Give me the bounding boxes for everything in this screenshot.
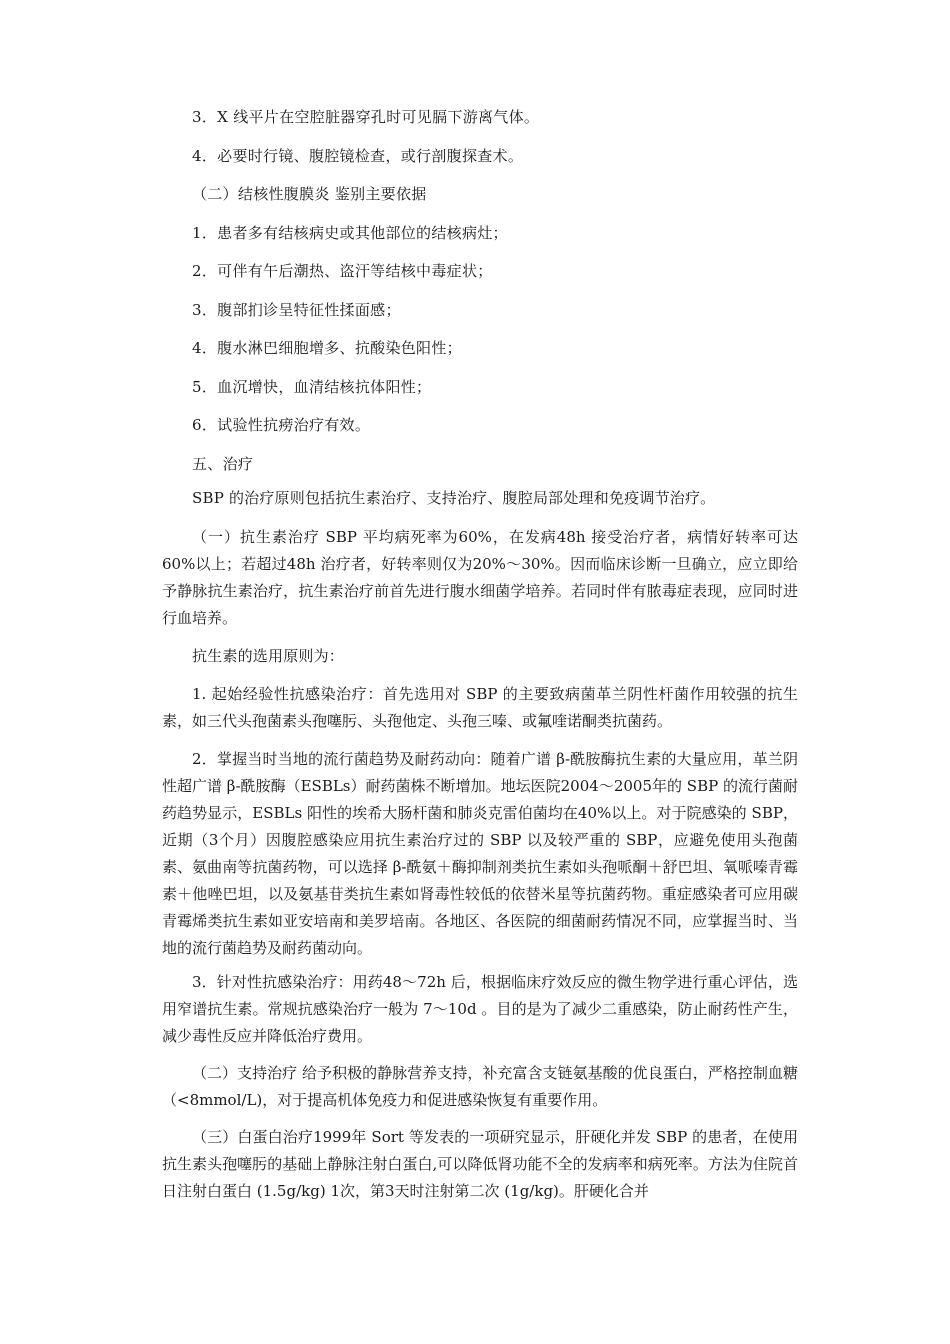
- list-item: 1．患者多有结核病史或其他部位的结核病灶；: [192, 224, 508, 242]
- paragraph: 3．针对性抗感染治疗：用药48～72h 后，根据临床疗效反应的微生物学进行重心评估，选用窄谱抗生素。常规抗感染治疗一般为 7～10d 。目的是为了减少二重感染，防止耐药性产生，减少毒性反应并降低治疗费用。: [162, 973, 798, 1045]
- list-item: 4．腹水淋巴细胞增多、抗酸染色阳性；: [192, 339, 462, 357]
- paragraph: 抗生素的选用原则为：: [192, 647, 345, 665]
- paragraph: （一）抗生素治疗 SBP 平均病死率为60%，在发病48h 接受治疗者，病情好转率可达60%以上；若超过48h 治疗者，好转率则仅为20%～30%。因而临床诊断一旦确立，应立即给予静脉抗生素治疗，抗生素治疗前首先进行腹水细菌学培养。若同时伴有脓毒症表现，应同时进行血培养。: [162, 528, 798, 627]
- text-line: 4．必要时行镜、腹腔镜检查，或行剖腹探查术。: [192, 147, 524, 165]
- list-item: 6．试验性抗痨治疗有效。: [192, 416, 371, 434]
- text-line: 3．X 线平片在空腔脏器穿孔时可见膈下游离气体。: [192, 108, 540, 126]
- list-item: 2．可伴有午后潮热、盗汗等结核中毒症状；: [192, 262, 493, 280]
- paragraph: （三）白蛋白治疗1999年 Sort 等发表的一项研究显示，肝硬化并发 SBP 的患者，在使用抗生素头孢噻肟的基础上静脉注射白蛋白,可以降低肾功能不全的发病率和病死率。方法为住院首日注射白蛋白 (1.5g/kg) 1次，第3天时注射第二次 (1g/kg)。肝硬化合并: [162, 1128, 798, 1200]
- list-item: 5．血沉增快，血清结核抗体阳性；: [192, 378, 432, 396]
- paragraph: （二）支持治疗 给予积极的静脉营养支持，补充富含支链氨基酸的优良蛋白，严格控制血糖（<8mmol/L)，对于提高机体免疫力和促进感染恢复有重要作用。: [162, 1064, 798, 1109]
- paragraph: SBP 的治疗原则包括抗生素治疗、支持治疗、腹腔局部处理和免疫调节治疗。: [192, 489, 716, 507]
- paragraph: 1. 起始经验性抗感染治疗：首先选用对 SBP 的主要致病菌革兰阴性杆菌作用较强的抗生素，如三代头孢菌素头孢噻肟、头孢他定、头孢三嗪、或氟喹诺酮类抗菌药。: [162, 685, 798, 730]
- section-heading: （二）结核性腹膜炎 鉴别主要依据: [192, 185, 427, 203]
- list-item: 3．腹部扪诊呈特征性揉面感；: [192, 301, 401, 319]
- section-heading: 五、治疗: [192, 455, 254, 473]
- paragraph: 2．掌握当时当地的流行菌趋势及耐药动向：随着广谱 β-酰胺酶抗生素的大量应用，革兰阴性超广谱 β-酰胺酶（ESBLs）耐药菌株不断增加。地坛医院2004～2005年的 SBP 的流行菌耐药趋势显示，ESBLs 阳性的埃希大肠杆菌和肺炎克雷伯菌均在40%以上。对于院感染的 SBP，近期（3个月）因腹腔感染应用抗生素治疗过的 SBP 以及较严重的 SBP，应避免使用头孢菌素、氨曲南等抗菌药物，可以选择 β-酰氨＋酶抑制剂类抗生素如头孢哌酮＋舒巴坦、氧哌嗪青霉素＋他唑巴坦，以及氨基苷类抗生素如肾毒性较低的依替米星等抗菌药物。重症感染者可应用碳青霉烯类抗生素如亚安培南和美罗培南。各地区、各医院的细菌耐药情况不同，应掌握当时、当地的流行菌趋势及耐药菌动向。: [162, 750, 798, 957]
